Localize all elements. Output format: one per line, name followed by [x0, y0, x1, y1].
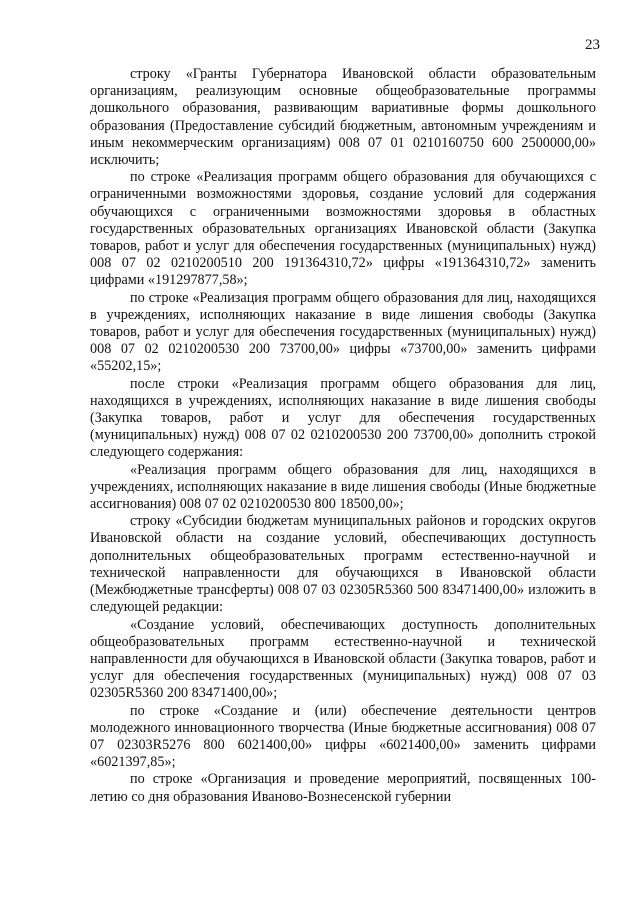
document-body	[90, 66, 596, 806]
paragraph-grants-governor: строку «Гранты Губернатора Ивановской области образовательным организациям, реализующим основные общеобразовательные программы дошкольного образования, развивающим вариативные формы дошкольного образования (Предоставление субсидий бюджетным, автономным учреждениям и иным некоммерческим организациям) 008 07 01 0210160750 600 2500000,00» исключить;	[90, 66, 596, 169]
page-number: 23	[585, 37, 600, 53]
paragraph-prison-education-other: «Реализация программ общего образования для лиц, находящихся в учреждениях, исполняющих наказание в виде лишения свободы (Иные бюджетные ассигнования) 008 07 02 0210200530 800 18500,00»;	[90, 461, 596, 513]
paragraph-after-prison-education: после строки «Реализация программ общего образования для лиц, находящихся в учреждениях, исполняющих наказание в виде лишения свободы (Закупка товаров, работ и услуг для обеспечения государственных (муниципальных) нужд) 008 07 02 0210200530 200 73700,00» дополнить строкой следующего содержания:	[90, 375, 596, 461]
paragraph-disabilities-education: по строке «Реализация программ общего образования для обучающихся с ограниченными возможностями здоровья, создание условий для содержания обучающихся с ограниченными возможностями здоровья в областных государственных образовательных организациях Ивановской области (Закупка товаров, работ и услуг для обеспечения государственных (муниципальных) нужд) 008 07 02 0210200510 200 191364310,72» цифры «191364310,72» заменить цифрами «191297877,58»;	[90, 169, 596, 289]
paragraph-prison-education-goods: по строке «Реализация программ общего образования для лиц, находящихся в учреждениях, исполняющих наказание в виде лишения свободы (Закупка товаров, работ и услуг для обеспечения государственных (муниципальных) нужд) 008 07 02 0210200530 200 73700,00» цифры «73700,00» заменить цифрами «55202,15»;	[90, 289, 596, 375]
paragraph-conditions-accessibility: «Создание условий, обеспечивающих доступность дополнительных общеобразовательных программ естественно-научной и технической направленности для обучающихся в Ивановской области (Закупка товаров, работ и услуг для обеспечения государственных (муниципальных) нужд) 008 07 03 02305R5360 200 83471400,00»;	[90, 616, 596, 702]
paragraph-youth-innovation-centers: по строке «Создание и (или) обеспечение деятельности центров молодежного инновационного творчества (Иные бюджетные ассигнования) 008 07 07 02303R5276 800 6021400,00» цифры «6021400,00» заменить цифрами «6021397,85»;	[90, 702, 596, 771]
paragraph-subsidies-municipal: строку «Субсидии бюджетам муниципальных районов и городских округов Ивановской области на создание условий, обеспечивающих доступность дополнительных общеобразовательных программ естественно-научной и технической направленности для обучающихся в Ивановской области (Межбюджетные трансферты) 008 07 03 02305R5360 500 83471400,00» изложить в следующей редакции:	[90, 513, 596, 616]
paragraph-anniversary-events: по строке «Организация и проведение мероприятий, посвященных 100-летию со дня образования Иваново-Вознесенской губернии	[90, 771, 596, 805]
